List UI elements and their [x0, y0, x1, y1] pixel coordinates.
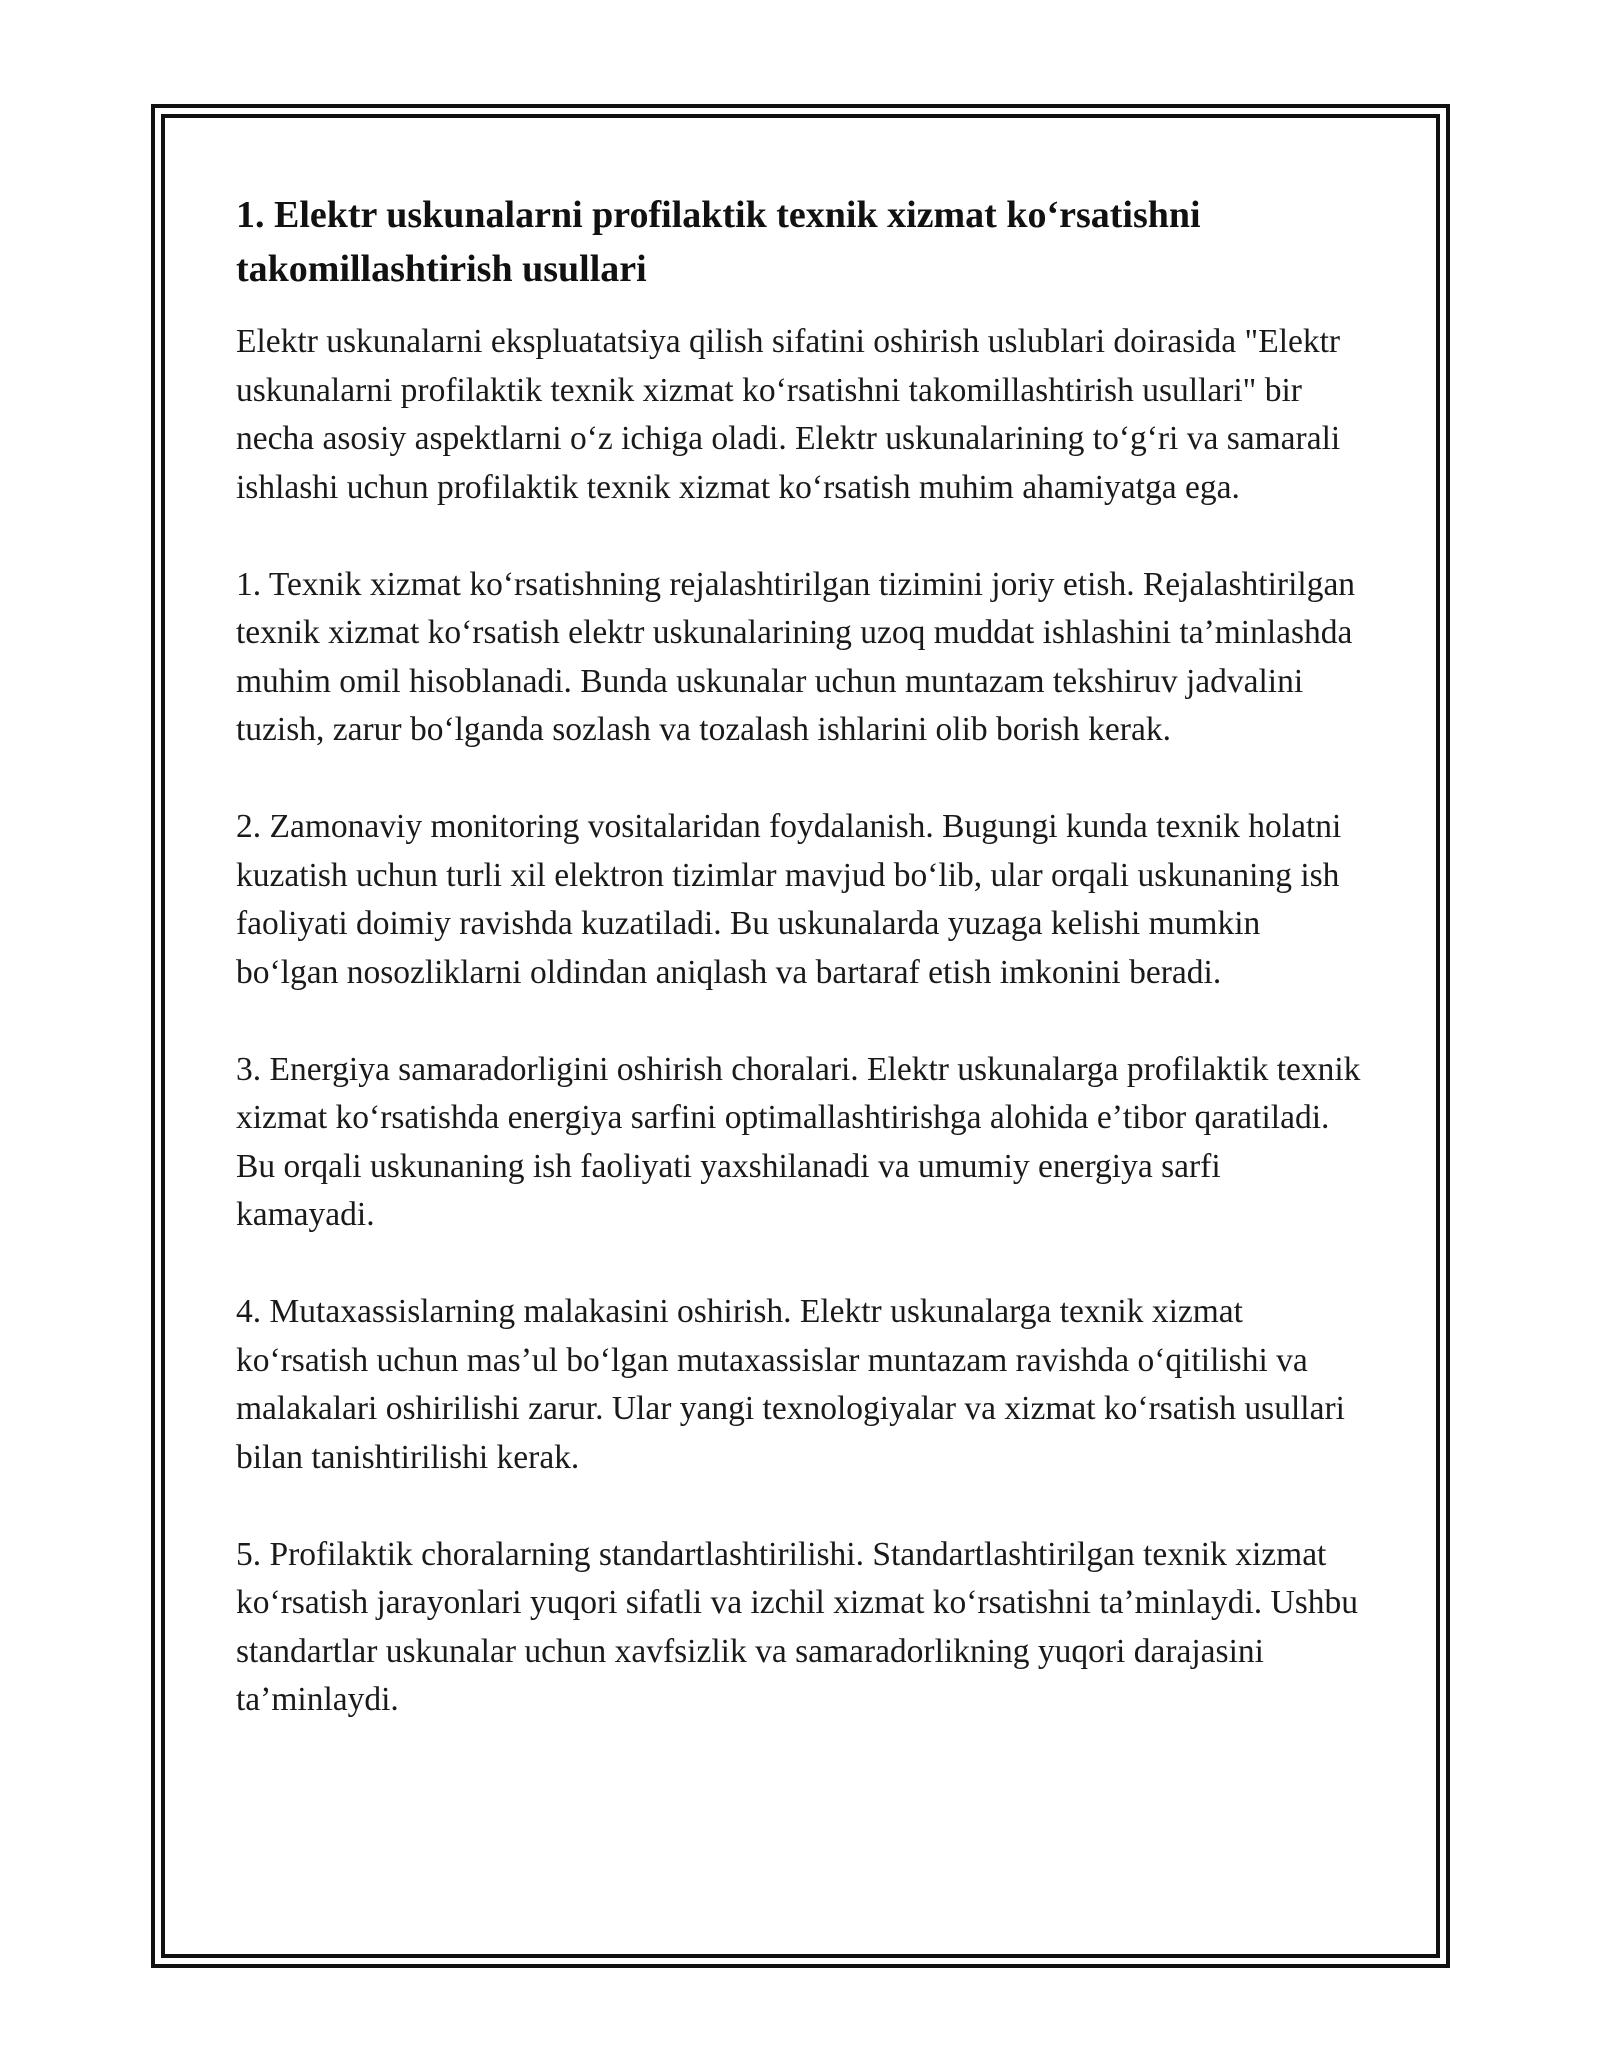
paragraph-item-4: 4. Mutaxassislarning malakasini oshirish. Elektr uskunalarga texnik xizmat koʻrsatish uchun masʼul boʻlgan mutaxassislar muntazam ravishda oʻqitilishi va malakalari oshirilishi zarur. Ular yangi texnologiyalar va xizmat koʻrsatish usullari bilan tanishtirilishi kerak.: [236, 1293, 1345, 1476]
section-heading: 1. Elektr uskunalarni profilaktik texnik xizmat koʻrsatishni takomillashtirish usullari: [236, 194, 1201, 290]
paragraph-item-3: 3. Energiya samaradorligini oshirish choralari. Elektr uskunalarga profilaktik texnik xizmat koʻrsatishda energiya sarfini optimallashtirishga alohida eʼtibor qaratiladi. Bu orqali uskunaning ish faoliyati yaxshilanadi va umumiy energiya sarfi kamayadi.: [236, 1050, 1361, 1233]
paragraph-item-5: 5. Profilaktik choralarning standartlashtirilishi. Standartlashtirilgan texnik xizmat koʻrsatish jarayonlari yuqori sifatli va izchil xizmat koʻrsatishni taʼminlaydi. Ushbu standartlar uskunalar uchun xavfsizlik va samaradorlikning yuqori darajasini taʼminlaydi.: [236, 1535, 1358, 1718]
intro-paragraph: Elektr uskunalarni ekspluatatsiya qilish sifatini oshirish uslublari doirasida "Elektr uskunalarni profilaktik texnik xizmat koʻrsatishni takomillashtirish usullari" bir necha asosiy aspektlarni oʻz ichiga oladi. Elektr uskunalarining toʻgʻri va samarali ishlashi uchun profilaktik texnik xizmat koʻrsatish muhim ahamiyatga ega.: [236, 323, 1341, 506]
paragraph-item-2: 2. Zamonaviy monitoring vositalaridan foydalanish. Bugungi kunda texnik holatni kuzatish uchun turli xil elektron tizimlar mavjud boʻlib, ular orqali uskunaning ish faoliyati doimiy ravishda kuzatiladi. Bu uskunalarda yuzaga kelishi mumkin boʻlgan nosozliklarni oldindan aniqlash va bartaraf etish imkonini beradi.: [236, 808, 1342, 991]
document-body: [236, 188, 1366, 1725]
paragraph-item-1: 1. Texnik xizmat koʻrsatishning rejalashtirilgan tizimini joriy etish. Rejalashtirilgan texnik xizmat koʻrsatish elektr uskunalarining uzoq muddat ishlashini taʼminlashda muhim omil hisoblanadi. Bunda uskunalar uchun muntazam tekshiruv jadvalini tuzish, zarur boʻlganda sozlash va tozalash ishlarini olib borish kerak.: [236, 565, 1356, 748]
